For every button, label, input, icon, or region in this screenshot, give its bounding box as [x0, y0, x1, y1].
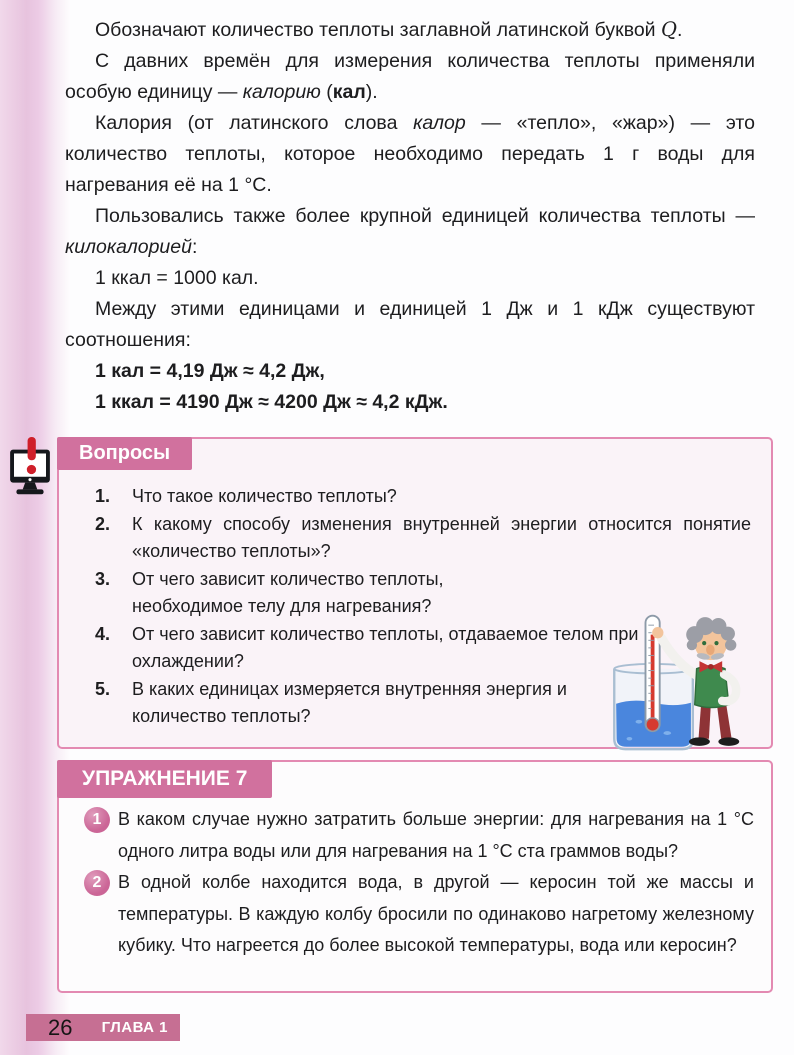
footer-bar: [26, 1014, 180, 1041]
exercise-box-title: УПРАЖНЕНИЕ 7: [57, 760, 272, 798]
question-number: 5.: [95, 678, 111, 699]
question-number: 4.: [95, 623, 111, 644]
exercise-item: [84, 867, 754, 962]
question-text: К какому способу изменения внутренней энергии относится понятие «количество теплоты»?: [132, 513, 751, 561]
paragraph: С давних времён для измерения количества теплоты применяли особую единицу — калорию (кал).: [65, 50, 755, 103]
body-text: [65, 14, 755, 418]
exercise-text: В каком случае нужно затратить больше энергии: для нагревания на 1 °С одного литра воды или для нагревания на 1 °С ста граммов воды?: [118, 809, 754, 861]
paragraph: Пользовались также более крупной единицей количества теплоты — килокалорией:: [65, 205, 755, 258]
question-text: От чего зависит количество теплоты, необходимое телу для нагревания?: [132, 568, 444, 616]
paragraph: 1 ккал = 1000 кал.: [95, 267, 259, 289]
exercise-item: [84, 804, 754, 867]
paragraph: Калория (от латинского слова калор — «тепло», «жар») — это количество теплоты, которое необходимо передать 1 г воды для нагревания её на 1 °С.: [65, 112, 755, 196]
exercise-number-badge: 1: [84, 807, 110, 833]
questions-box-title: Вопросы: [57, 437, 192, 470]
chapter-label: ГЛАВА 1: [101, 1019, 168, 1036]
exercise-text: В одной колбе находится вода, в другой — керосин той же массы и температуры. В каждую колбу бросили по одинаково нагретому железному кубику. Что нагреется до более высокой температуры, вода или керосин?: [118, 872, 754, 955]
question-text: Что такое количество теплоты?: [132, 486, 397, 506]
question-number: 2.: [95, 513, 111, 534]
page-number: 26: [48, 1014, 73, 1040]
paragraph: Между этими единицами и единицей 1 Дж и 1 кДж существуют соотношения:: [65, 298, 755, 351]
monitor-exclamation-icon: [8, 437, 52, 501]
question-number: 3.: [95, 568, 111, 589]
exercise-box: [57, 760, 773, 993]
question-item: [95, 511, 751, 566]
paragraph: 1 кал = 4,19 Дж ≈ 4,2 Дж,: [95, 360, 325, 382]
questions-box: [57, 437, 773, 749]
question-text: От чего зависит количество теплоты, отдаваемое телом при охлаждении?: [132, 623, 639, 671]
question-item: [95, 483, 751, 511]
question-text: В каких единицах измеряется внутренняя энергия и количество теплоты?: [132, 678, 567, 726]
question-number: 1.: [95, 486, 111, 506]
paragraph: 1 ккал = 4190 Дж ≈ 4200 Дж ≈ 4,2 кДж.: [95, 391, 448, 413]
paragraph: Обозначают количество теплоты заглавной латинской буквой Q.: [95, 18, 683, 41]
exercise-number-badge: 2: [84, 870, 110, 896]
professor-thermometer-beaker-illustration: [601, 606, 743, 756]
